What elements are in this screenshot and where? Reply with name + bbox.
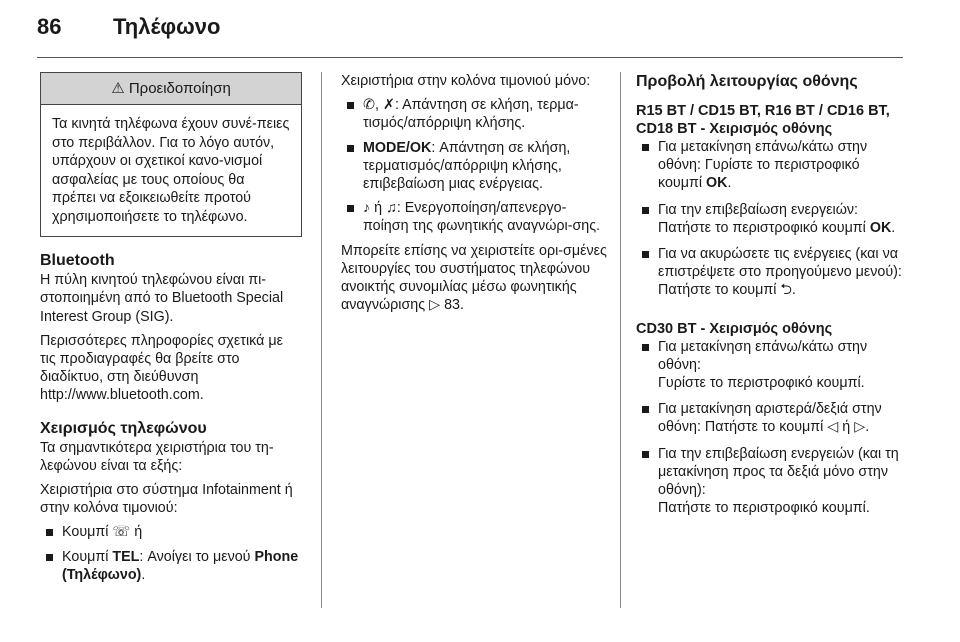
column-2 <box>341 72 607 314</box>
column-divider-2 <box>620 72 621 608</box>
column-divider-1 <box>321 72 322 608</box>
end-call-icon: ✗ <box>382 97 395 114</box>
list-item: Για μετακίνηση αριστερά/δεξιά στην οθόνη: Πατήστε το κουμπί ◁ ή ▷. <box>636 400 906 436</box>
voice-recognition-icon: ♪ <box>363 200 371 217</box>
column-2-intro: Χειριστήρια στην κολόνα τιμονιού μόνο: <box>341 73 591 89</box>
page-reference: 83. <box>444 297 464 314</box>
list-item: Για την επιβεβαίωση ενεργειών: Πατήστε το περιστροφικό κουμπί OK. <box>636 201 906 237</box>
list-item: Για την επιβεβαίωση ενεργειών (και τη μετακίνηση προς τα δεξιά μόνο στην οθόνη): Πατήστε το περιστροφικό κουμπί. <box>636 445 906 518</box>
page-header <box>37 14 903 62</box>
phone-ops-intro: Τα σημαντικότερα χειριστήρια του τη-λεφώνου είναι τα εξής: <box>40 439 274 474</box>
phone-ops-heading: Χειρισμός τηλεφώνου <box>40 419 207 437</box>
list-item: Κουμπί TEL: Ανοίγει το μενού Phone (Τηλέφωνο). <box>40 548 302 584</box>
list-item: Για μετακίνηση επάνω/κάτω στην οθόνη: Γυρίστε το περιστροφικό κουμπί. <box>636 338 906 393</box>
voice-recognition-alt-icon: ♫ <box>386 200 397 217</box>
warning-icon: ⚠ <box>111 80 125 97</box>
warning-text: Τα κινητά τηλέφωνα έχουν συνέ-πειες στο περιβάλλον. Για το λόγο αυτόν, υπάρχουν οι σχετικοί κανο-νισμοί ασφαλείας με τους οποίους θα πρέπει να εξοικειωθείτε προτού χρησιμοποιήσετε το τηλέφωνο. <box>52 116 290 225</box>
warning-title: Προειδοποίηση <box>128 80 231 97</box>
answer-call-icon: ✆ <box>363 97 375 114</box>
display-mode-heading: Προβολή λειτουργίας οθόνης <box>636 73 858 90</box>
subsection-2-heading: CD30 BT - Χειρισμός οθόνης <box>636 320 833 337</box>
list-item: Για να ακυρώσετε τις ενέργειες (και να επιστρέψετε στο προηγούμενο μενού): Πατήστε το κουμπί ⮌. <box>636 245 906 300</box>
column-1 <box>40 72 302 584</box>
subsection-1-heading: R15 BT / CD15 BT, R16 BT / CD16 BT, CD18 BT - Χειρισμός οθόνης <box>636 103 890 137</box>
left-arrow-icon: ◁ <box>827 419 839 436</box>
column-2-outro: Μπορείτε επίσης να χειριστείτε ορι-σμένες λειτουργίες του συστήματος τηλεφώνου ανοικτής συνομιλίας μέσω φωνητικής αναγνώρισης ▷ 83. <box>341 242 607 314</box>
list-item: ♪ ή ♫: Ενεργοποίηση/απενεργο-ποίηση της φωνητικής αναγνώρι-σης. <box>341 199 607 235</box>
column-3 <box>636 72 906 517</box>
right-arrow-icon: ▷ <box>854 419 866 436</box>
warning-header <box>41 73 301 105</box>
header-divider <box>37 57 903 58</box>
back-icon: ⮌ <box>780 282 792 299</box>
page-number: 86 <box>37 14 62 39</box>
bluetooth-paragraph-2: Περισσότερες πληροφορίες σχετικά με τις προδιαγραφές θα βρείτε στο διαδίκτυο, στη διεύθυνση http://www.bluetooth.com. <box>40 332 283 404</box>
list-item: Κουμπί ☏ ή <box>40 523 302 541</box>
warning-box <box>40 72 302 237</box>
bluetooth-paragraph-1: Η πύλη κινητού τηλεφώνου είναι πι-στοποιημένη από το Bluetooth Special Interest Group (SIG). <box>40 272 284 325</box>
page-title: Τηλέφωνο <box>113 14 221 39</box>
list-item: ✆, ✗: Απάντηση σε κλήση, τερμα-τισμός/απόρριψη κλήσης. <box>341 96 607 132</box>
page-reference-icon: ▷ <box>429 297 441 314</box>
bluetooth-heading: Bluetooth <box>40 252 115 270</box>
list-item: MODE/OK: Απάντηση σε κλήση, τερματισμός/απόρριψη κλήσης, επιβεβαίωση μιας ενέργειας. <box>341 139 607 194</box>
list-item: Για μετακίνηση επάνω/κάτω στην οθόνη: Γυρίστε το περιστροφικό κουμπί OK. <box>636 138 906 193</box>
phone-button-icon: ☏ <box>112 524 131 541</box>
phone-ops-controls-intro: Χειριστήρια στο σύστημα Infotainment ή στην κολόνα τιμονιού: <box>40 482 293 517</box>
